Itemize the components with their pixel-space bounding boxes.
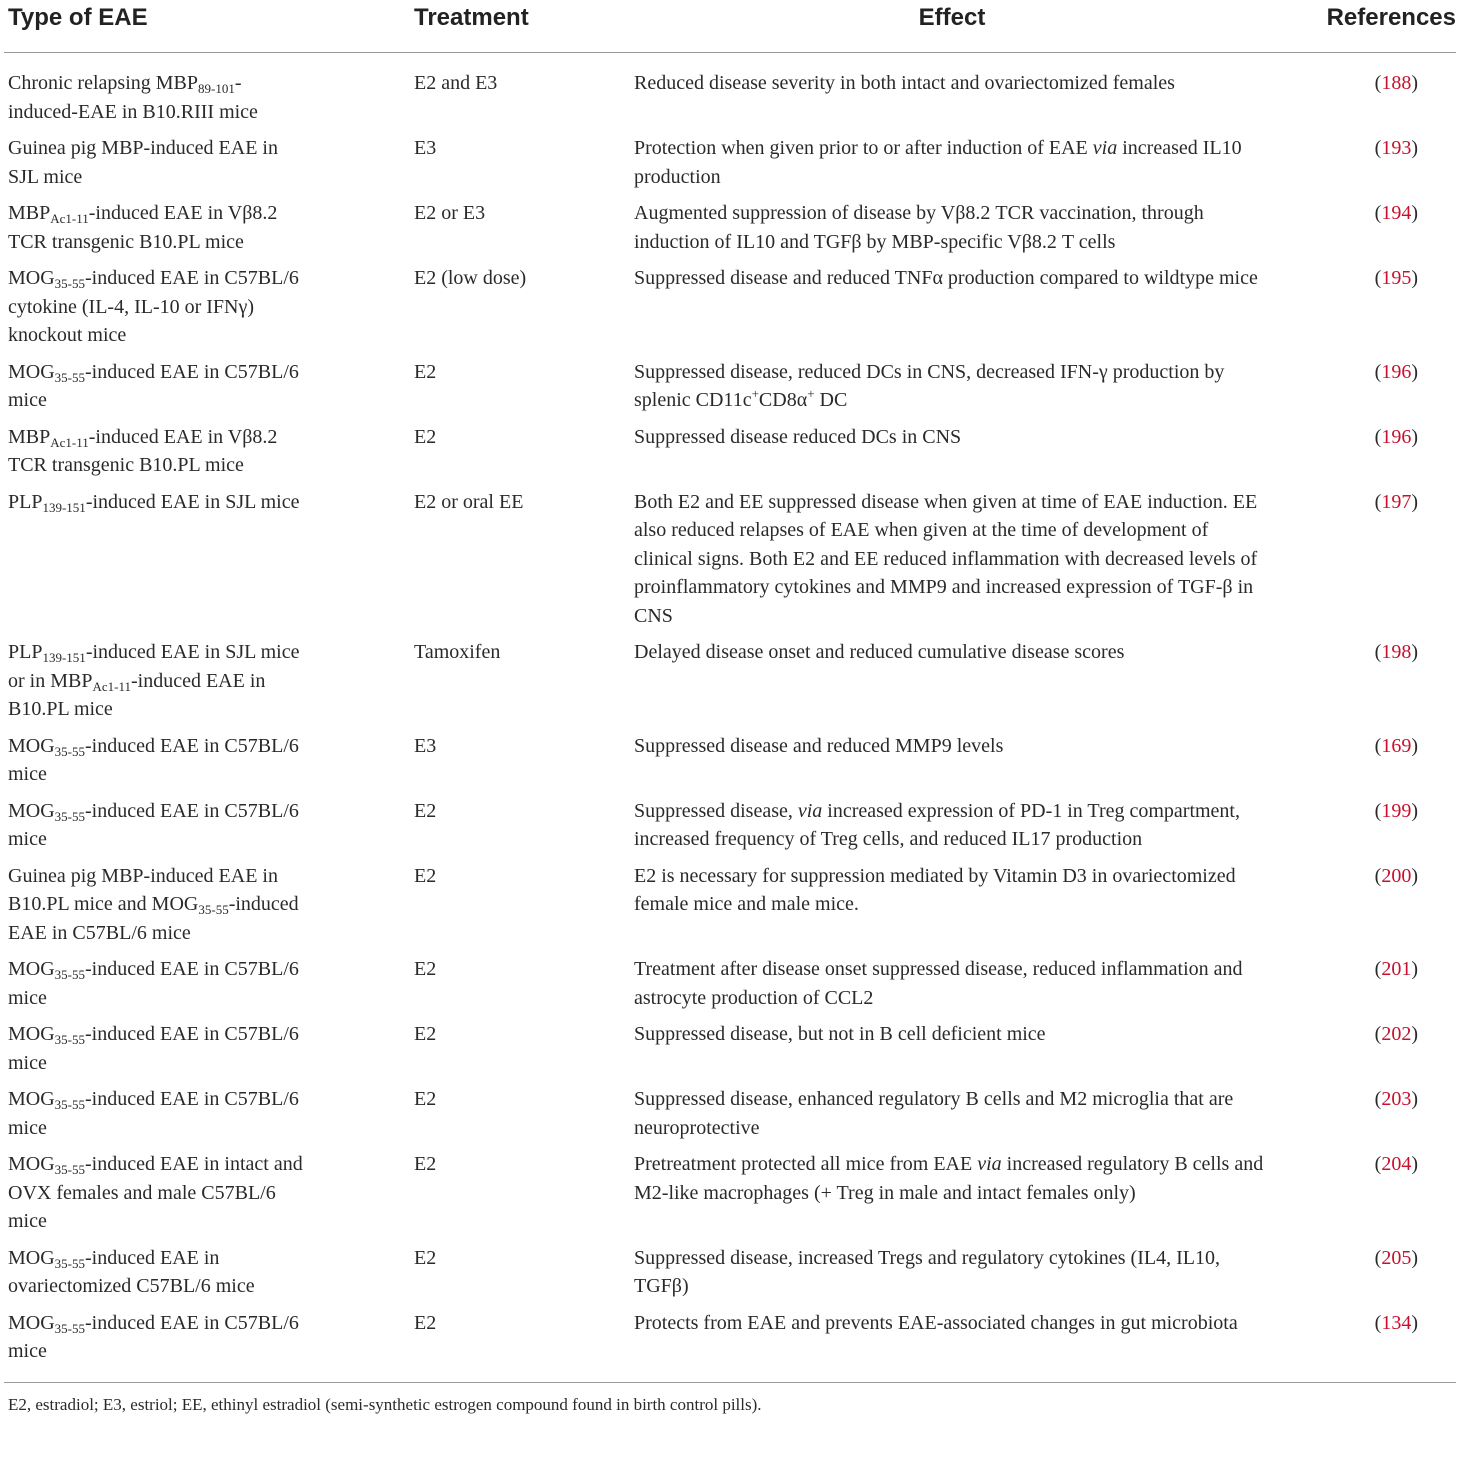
cell-treatment: E3: [414, 734, 437, 757]
text-segment: -induced EAE in C57BL/6 mice: [8, 799, 299, 850]
paren-open: (: [1374, 360, 1382, 383]
subscript-text: 35-55: [54, 369, 86, 385]
cell-reference: [1270, 264, 1456, 358]
text-segment: -induced EAE in C57BL/6 mice: [8, 1088, 299, 1139]
subscript-text: 35-55: [54, 1320, 86, 1336]
paren-close: ): [1411, 641, 1418, 663]
text-segment: increased regulatory B cells and M2-like macrophages (+ Treg in male and intact females only): [634, 1153, 1264, 1204]
cell-treatment: E2 and E3: [414, 72, 498, 94]
cell-treatment: E2 (low dose): [414, 267, 527, 289]
subscript-text: 139-151: [42, 650, 86, 665]
text-segment: MOG: [8, 1023, 55, 1045]
text-segment: -induced EAE in Vβ8.2 TCR transgenic B10.PL mice: [8, 425, 278, 476]
header-treatment: Treatment: [410, 0, 630, 53]
reference-link[interactable]: 199: [1381, 799, 1412, 822]
text-segment: Augmented suppression of disease by Vβ8.2 TCR vaccination, through induction of IL10 and TGFβ by MBP-specific Vβ8.2 T cells: [634, 202, 1204, 253]
paren-open: (: [1374, 1153, 1382, 1175]
table-row: [4, 134, 1456, 199]
paren-close: ): [1411, 1246, 1418, 1269]
cell-treatment: Tamoxifen: [414, 641, 501, 663]
reference-link[interactable]: 188: [1381, 72, 1412, 94]
text-segment: DC: [814, 389, 848, 411]
table-row: [4, 797, 1456, 862]
text-segment: MOG: [8, 1311, 55, 1334]
paren-open: (: [1374, 1023, 1382, 1045]
text-segment: Both E2 and EE suppressed disease when given at time of EAE induction. EE also reduced relapses of EAE when given at the time of development of clinical signs. Both E2 and EE reduced inflammation with decreased levels of proinflammatory cytokines and MMP9 and increased expression of TGF-β in CNS: [634, 490, 1258, 627]
superscript-text: +: [751, 386, 759, 401]
cell-effect: [630, 955, 1270, 1020]
paren-close: ): [1411, 72, 1418, 94]
header-references: References: [1270, 0, 1456, 53]
paren-close: ): [1411, 490, 1418, 513]
reference-link[interactable]: 196: [1381, 425, 1412, 448]
table-row: [4, 1020, 1456, 1085]
subscript-text: 35-55: [54, 1097, 86, 1112]
subscript-text: 35-55: [54, 743, 86, 759]
cell-treatment: E2: [414, 1311, 437, 1334]
cell-eae-type: [4, 1244, 410, 1309]
cell-treatment: E2: [414, 799, 437, 822]
text-segment: PLP: [8, 490, 43, 513]
cell-reference: [1270, 1150, 1456, 1244]
text-segment: Suppressed disease, reduced DCs in CNS, decreased IFN-γ production by splenic CD11c: [634, 360, 1225, 411]
text-segment: increased expression of PD-1 in Treg compartment, increased frequency of Treg cells, and reduced IL17 production: [634, 799, 1240, 850]
cell-treatment: E2: [414, 958, 437, 980]
text-segment: Treatment after disease onset suppressed disease, reduced inflammation and astrocyte production of CCL2: [634, 958, 1243, 1009]
cell-treatment: E2: [414, 1153, 437, 1175]
cell-reference: [1270, 862, 1456, 956]
cell-reference: [1270, 488, 1456, 639]
cell-effect: [630, 732, 1270, 797]
cell-effect: [630, 1150, 1270, 1244]
cell-effect: [630, 797, 1270, 862]
subscript-text: Ac1-11: [50, 434, 89, 450]
text-segment: Suppressed disease, but not in B cell deficient mice: [634, 1023, 1046, 1045]
subscript-text: Ac1-11: [50, 211, 89, 226]
paren-open: (: [1374, 267, 1382, 289]
cell-reference: [1270, 53, 1456, 135]
text-segment: MOG: [8, 799, 55, 822]
text-segment: MOG: [8, 958, 55, 980]
subscript-text: 35-55: [54, 1032, 86, 1047]
cell-reference: [1270, 1244, 1456, 1309]
table-row: [4, 1085, 1456, 1150]
paren-open: (: [1374, 202, 1382, 224]
text-segment: -induced EAE in C57BL/6 mice: [8, 958, 299, 1009]
italic-text: via: [1092, 137, 1118, 159]
paren-open: (: [1374, 490, 1382, 513]
text-segment: MOG: [8, 1088, 55, 1110]
text-segment: Chronic relapsing MBP: [8, 72, 198, 94]
subscript-text: 89-101: [198, 81, 235, 96]
reference-link[interactable]: 202: [1381, 1023, 1412, 1045]
paren-open: (: [1374, 1311, 1382, 1334]
table-header-row: [4, 0, 1456, 53]
paren-close: ): [1411, 1153, 1418, 1175]
text-segment: -induced EAE in SJL mice: [85, 490, 300, 513]
text-segment: MOG: [8, 267, 55, 289]
paren-close: ): [1411, 425, 1418, 448]
text-segment: -induced EAE in B10.PL mice: [8, 669, 266, 720]
text-segment: Suppressed disease and reduced TNFα production compared to wildtype mice: [634, 267, 1258, 289]
text-segment: CD8α: [758, 389, 808, 411]
cell-reference: [1270, 797, 1456, 862]
text-segment: -induced EAE in C57BL/6 mice: [8, 734, 299, 785]
subscript-text: 35-55: [54, 1162, 86, 1177]
reference-link[interactable]: 200: [1381, 864, 1412, 887]
paren-close: ): [1411, 799, 1418, 822]
header-effect: Effect: [630, 0, 1270, 53]
cell-effect: [630, 1085, 1270, 1150]
text-segment: -induced EAE in C57BL/6 cytokine (IL-4, IL-10 or IFNγ) knockout mice: [8, 267, 299, 346]
text-segment: E2 is necessary for suppression mediated by Vitamin D3 in ovariectomized female mice and male mice.: [634, 864, 1236, 915]
cell-eae-type: [4, 358, 410, 423]
cell-eae-type: [4, 955, 410, 1020]
paren-open: (: [1374, 864, 1382, 887]
reference-link[interactable]: 205: [1381, 1246, 1412, 1269]
eae-estrogen-table: [4, 0, 1456, 1374]
paren-close: ): [1411, 1023, 1418, 1045]
text-segment: -induced EAE in SJL mice or in MBP: [8, 641, 300, 692]
table-row: [4, 264, 1456, 358]
text-segment: Suppressed disease, increased Tregs and regulatory cytokines (IL4, IL10, TGFβ): [634, 1246, 1220, 1297]
cell-effect: [630, 358, 1270, 423]
reference-link[interactable]: 195: [1381, 267, 1412, 289]
cell-treatment: E2: [414, 1023, 437, 1045]
italic-text: via: [797, 799, 823, 822]
cell-effect: [630, 638, 1270, 732]
text-segment: PLP: [8, 641, 43, 663]
text-segment: -induced EAE in C57BL/6 mice: [8, 1023, 299, 1074]
paren-close: ): [1411, 267, 1418, 289]
text-segment: Protection when given prior to or after induction of EAE: [634, 137, 1093, 159]
table-row: [4, 53, 1456, 135]
cell-effect: [630, 1309, 1270, 1374]
text-segment: MOG: [8, 1153, 55, 1175]
reference-link[interactable]: 198: [1381, 641, 1412, 663]
cell-treatment: E2: [414, 864, 437, 887]
cell-reference: [1270, 1309, 1456, 1374]
table-row: [4, 638, 1456, 732]
cell-reference: [1270, 358, 1456, 423]
cell-effect: [630, 423, 1270, 488]
cell-reference: [1270, 1020, 1456, 1085]
paren-open: (: [1374, 1246, 1382, 1269]
cell-effect: [630, 488, 1270, 639]
table-row: [4, 1309, 1456, 1374]
superscript-text: +: [807, 386, 815, 401]
table-body: [4, 53, 1456, 1374]
table-row: [4, 199, 1456, 264]
cell-reference: [1270, 638, 1456, 732]
cell-treatment: E2: [414, 425, 437, 448]
reference-link[interactable]: 203: [1381, 1088, 1412, 1110]
table-row: [4, 423, 1456, 488]
header-type: Type of EAE: [4, 0, 410, 53]
paren-open: (: [1374, 958, 1382, 980]
text-segment: MBP: [8, 425, 51, 448]
paren-close: ): [1411, 864, 1418, 887]
paren-open: (: [1374, 137, 1382, 159]
table-row: [4, 862, 1456, 956]
text-segment: Reduced disease severity in both intact and ovariectomized females: [634, 72, 1175, 94]
cell-treatment: E2: [414, 360, 437, 383]
subscript-text: 35-55: [198, 902, 229, 917]
text-segment: -induced EAE in intact and OVX females and male C57BL/6 mice: [8, 1153, 303, 1232]
text-segment: Suppressed disease and reduced MMP9 levels: [634, 734, 1004, 757]
cell-effect: [630, 199, 1270, 264]
cell-eae-type: [4, 264, 410, 358]
table-row: [4, 1150, 1456, 1244]
reference-link[interactable]: 193: [1381, 137, 1412, 159]
text-segment: -induced EAE in C57BL/6 mice: [8, 360, 299, 411]
cell-treatment: E2 or E3: [414, 202, 486, 224]
subscript-text: 35-55: [54, 967, 86, 982]
cell-reference: [1270, 199, 1456, 264]
text-segment: MOG: [8, 1246, 55, 1269]
table-row: [4, 358, 1456, 423]
italic-text: via: [977, 1153, 1002, 1175]
text-segment: Suppressed disease, enhanced regulatory B cells and M2 microglia that are neuroprotective: [634, 1088, 1234, 1139]
paren-open: (: [1374, 72, 1382, 94]
subscript-text: 35-55: [54, 276, 86, 291]
text-segment: Protects from EAE and prevents EAE-associated changes in gut microbiota: [634, 1311, 1238, 1334]
cell-eae-type: [4, 732, 410, 797]
reference-link[interactable]: 134: [1381, 1311, 1412, 1334]
text-segment: MBP: [8, 202, 51, 224]
text-segment: Guinea pig MBP-induced EAE in SJL mice: [8, 137, 278, 188]
paren-close: ): [1411, 958, 1418, 980]
subscript-text: 139-151: [42, 499, 86, 515]
text-segment: -induced EAE in Vβ8.2 TCR transgenic B10.PL mice: [8, 202, 278, 253]
reference-link[interactable]: 169: [1381, 734, 1412, 757]
cell-treatment: E2 or oral EE: [414, 490, 524, 513]
text-segment: Guinea pig MBP-induced EAE in B10.PL mice and MOG: [8, 864, 278, 915]
cell-effect: [630, 134, 1270, 199]
text-segment: -induced EAE in C57BL/6 mice: [8, 893, 299, 944]
cell-effect: [630, 53, 1270, 135]
reference-link[interactable]: 201: [1381, 958, 1412, 980]
cell-eae-type: [4, 638, 410, 732]
cell-effect: [630, 264, 1270, 358]
cell-treatment: E2: [414, 1088, 437, 1110]
cell-reference: [1270, 732, 1456, 797]
paren-open: (: [1374, 734, 1382, 757]
paren-open: (: [1374, 425, 1382, 448]
subscript-text: 35-55: [54, 808, 86, 824]
cell-reference: [1270, 1085, 1456, 1150]
paren-close: ): [1411, 202, 1418, 224]
reference-link[interactable]: 204: [1381, 1153, 1412, 1175]
table-row: [4, 1244, 1456, 1309]
cell-eae-type: [4, 1085, 410, 1150]
paren-close: ): [1411, 360, 1418, 383]
paren-close: ): [1411, 1311, 1418, 1334]
text-segment: MOG: [8, 360, 55, 383]
paren-close: ): [1411, 734, 1418, 757]
text-segment: increased IL10 production: [634, 137, 1242, 188]
text-segment: -induced EAE in C57BL/6 mice: [8, 1311, 299, 1362]
cell-eae-type: [4, 1020, 410, 1085]
table-row: [4, 955, 1456, 1020]
text-segment: MOG: [8, 734, 55, 757]
cell-eae-type: [4, 488, 410, 639]
paren-open: (: [1374, 641, 1382, 663]
text-segment: -induced-EAE in B10.RIII mice: [8, 72, 258, 123]
reference-link[interactable]: 197: [1381, 490, 1412, 513]
text-segment: Pretreatment protected all mice from EAE: [634, 1153, 978, 1175]
cell-eae-type: [4, 53, 410, 135]
text-segment: Suppressed disease,: [634, 799, 798, 822]
reference-link[interactable]: 194: [1381, 202, 1412, 224]
cell-reference: [1270, 955, 1456, 1020]
cell-effect: [630, 1020, 1270, 1085]
cell-eae-type: [4, 862, 410, 956]
paren-close: ): [1411, 137, 1418, 159]
text-segment: Suppressed disease reduced DCs in CNS: [634, 425, 962, 448]
cell-eae-type: [4, 1150, 410, 1244]
cell-treatment: E3: [414, 137, 437, 159]
cell-reference: [1270, 423, 1456, 488]
text-segment: -induced EAE in ovariectomized C57BL/6 mice: [8, 1246, 255, 1297]
cell-eae-type: [4, 1309, 410, 1374]
cell-treatment: E2: [414, 1246, 437, 1269]
table-row: [4, 732, 1456, 797]
cell-reference: [1270, 134, 1456, 199]
reference-link[interactable]: 196: [1381, 360, 1412, 383]
cell-eae-type: [4, 423, 410, 488]
cell-eae-type: [4, 797, 410, 862]
paren-open: (: [1374, 1088, 1382, 1110]
table-row: [4, 488, 1456, 639]
subscript-text: Ac1-11: [92, 678, 131, 694]
cell-effect: [630, 862, 1270, 956]
cell-eae-type: [4, 199, 410, 264]
subscript-text: 35-55: [54, 1255, 86, 1271]
text-segment: Delayed disease onset and reduced cumulative disease scores: [634, 641, 1125, 663]
table-footnote: E2, estradiol; E3, estriol; EE, ethinyl estradiol (semi-synthetic estrogen compound found in birth control pills).: [8, 1394, 762, 1414]
paren-close: ): [1411, 1088, 1418, 1110]
paren-open: (: [1374, 799, 1382, 822]
cell-eae-type: [4, 134, 410, 199]
cell-effect: [630, 1244, 1270, 1309]
